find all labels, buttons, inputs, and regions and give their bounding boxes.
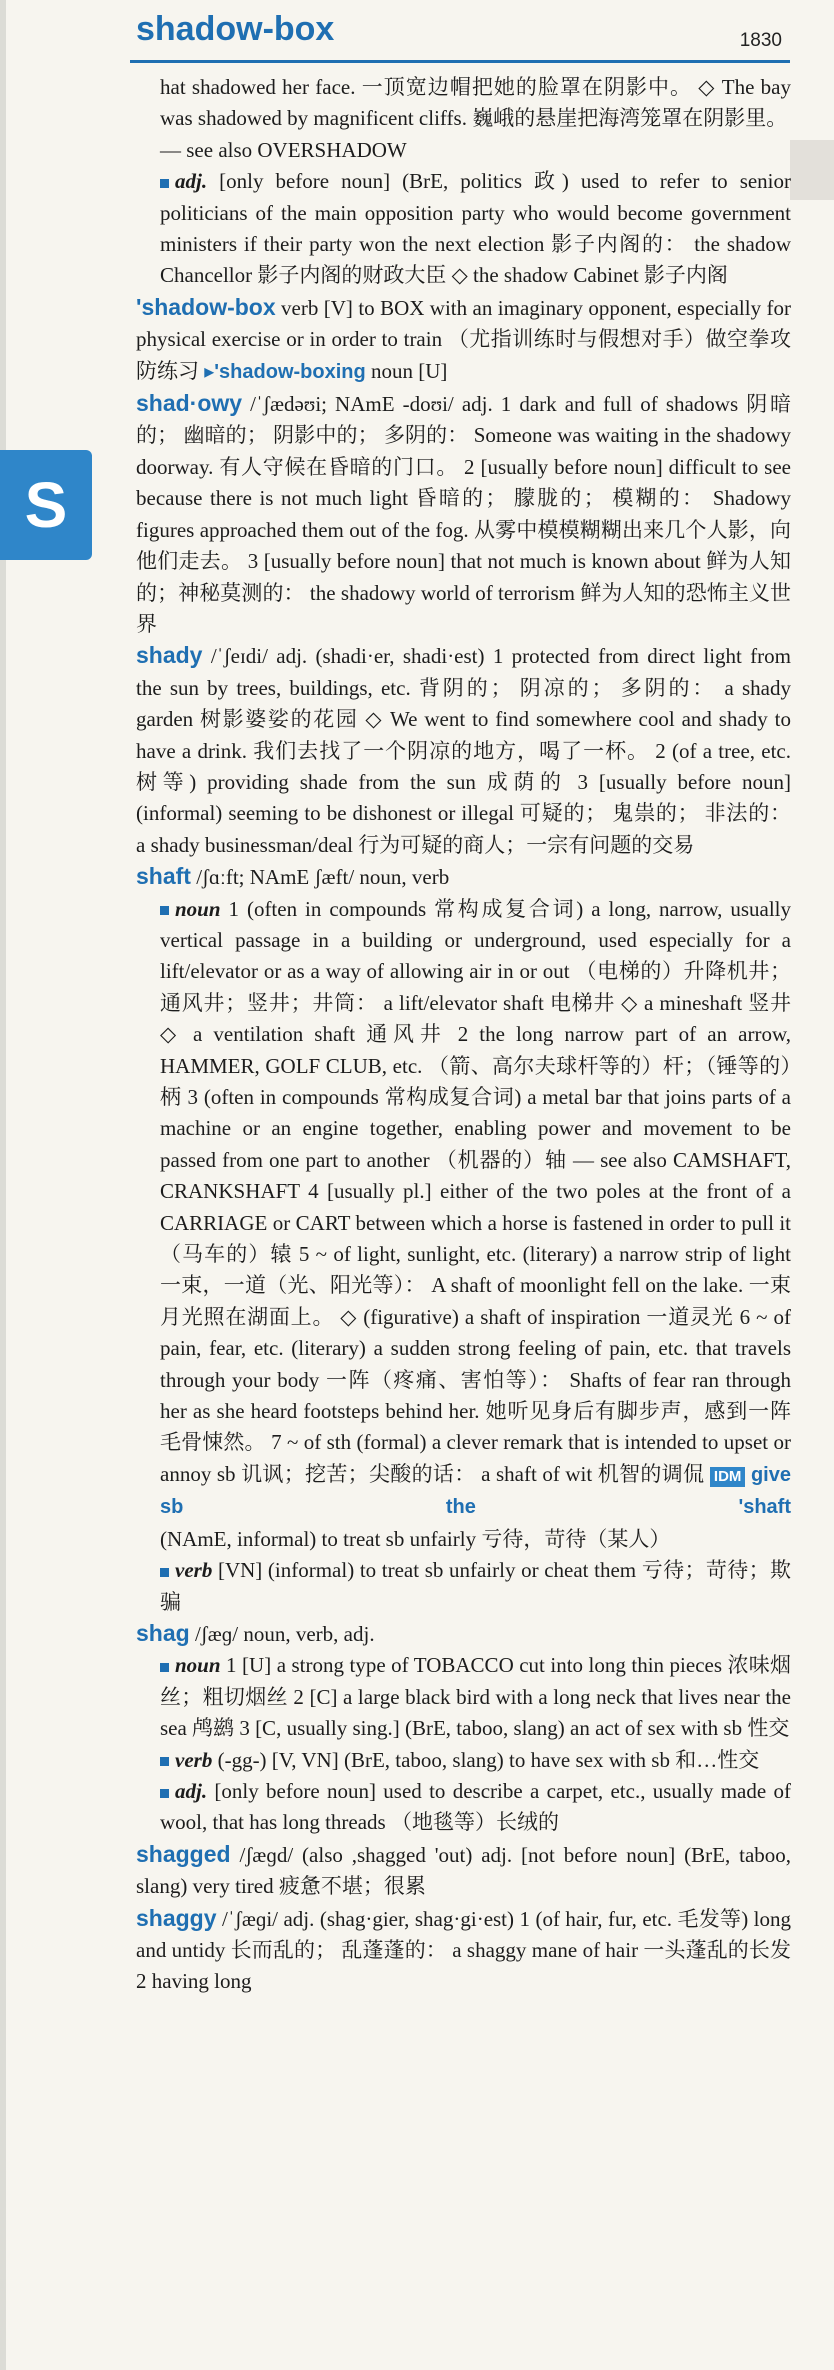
- headword[interactable]: shaggy: [136, 1904, 217, 1931]
- part-of-speech: verb: [175, 1747, 213, 1772]
- page-header: [130, 8, 790, 63]
- entry-text: 1 (often in compounds 常构成复合词) a long, narrow, usually vertical passage in a building or underground, used especially for a lift/elevator or as a way of allowing air in or out （电梯的）升降机井；通风井；竖井；井筒： a lift/elevator shaft 电梯井 ◇ a mineshaft 竖井 ◇ a ventilation shaft 通风井 2 the long narrow part of an arrow, HAMMER, GOLF CLUB, etc. （箭、高尔夫球杆等的）杆；（锤等的）柄 3 (often in compounds 常构成复合词) a metal bar that joins parts of a machine or an engine together, enabling power and movement to be passed from one part to another （机器的）轴 — see also CAMSHAFT, CRANKSHAFT 4 [usually pl.] either of the two poles at the front of a CARRIAGE or CART between which a horse is fastened in order to pull it （马车的）辕 5 ~ of light, sunlight, etc. (literary) a narrow strip of light 一束，一道（光、阳光等）： A shaft of moonlight fell on the lake. 一束月光照在湖面上。 ◇ (figurative) a shaft of inspiration 一道灵光 6 ~ of pain, fear, etc. (literary) a sudden strong feeling of pain, etc. that travels through your body 一阵（疼痛、害怕等）： Shafts of fear ran through her as she heard footsteps behind her. 她听见身后有脚步声，感到一阵毛骨悚然。 7 ~ of sth (formal) a clever remark that is intended to upset or annoy sb 讥讽；挖苦；尖酸的话： a shaft of wit 机智的调侃: [160, 896, 791, 1486]
- part-of-speech: verb: [175, 1558, 213, 1583]
- entry-text: [only before noun] (BrE, politics 政) used to refer to senior politicians of the main opposition party who would become government ministers if their party won the next election 影子内阁的： the shadow Chancellor 影子内阁的财政大臣 ◇ the shadow Cabinet 影子内阁: [160, 169, 792, 288]
- pos-marker: [160, 1757, 169, 1766]
- pos-marker: [160, 179, 169, 188]
- headword[interactable]: shad·owy: [136, 390, 243, 417]
- pos-marker: [160, 1663, 169, 1672]
- entry-shagged: [136, 1839, 791, 1903]
- entry-text: [VN] (informal) to treat sb unfairly or cheat them 亏待；苛待；欺骗: [160, 1558, 791, 1614]
- dictionary-column: [136, 72, 791, 1998]
- headword[interactable]: shaft: [136, 863, 191, 890]
- entry-shady: [136, 640, 791, 861]
- sense-shag-verb: [136, 1745, 791, 1776]
- derivative[interactable]: ▸'shadow-boxing: [204, 360, 366, 383]
- sense-shaft-verb: [136, 1555, 791, 1618]
- entry-shaggy: [136, 1903, 791, 1998]
- entry-text: /ˈʃædəʊi; NAmE -doʊi/ adj. 1 dark and full of shadows 阴暗的； 幽暗的； 阴影中的； 多阴的： Someone was waiting in the shadowy doorway. 有人守候在昏暗的门口。 2 [usually before noun] difficult to see because there is not much light 昏暗的； 朦胧的； 模糊的： Shadowy figures approached them out of the fog. 从雾中模模糊糊出来几个人影，向他们走去。 3 [usually before noun] that not much is known about 鲜为人知的；神秘莫测的： the shadowy world of terrorism 鲜为人知的恐怖主义世界: [136, 392, 791, 636]
- sense-adj: [136, 166, 791, 292]
- idiom-phrase[interactable]: give sb the 'shaft: [160, 1463, 791, 1519]
- guide-word: shadow-box: [136, 10, 335, 48]
- sense-shag-noun: [136, 1650, 791, 1744]
- part-of-speech: adj.: [175, 169, 208, 194]
- entry-text: /ʃæɡ/ noun, verb, adj.: [194, 1621, 375, 1646]
- pos-marker: [160, 1568, 169, 1577]
- entry-text: /ˈʃæɡi/ adj. (shag·gier, shag·gi·est) 1 (of hair, fur, etc. 毛发等) long and untidy 长而乱的； 乱蓬蓬的： a shaggy mane of hair 一头蓬乱的长发 2 having long: [136, 1906, 791, 1994]
- entry-text: /ˈʃeɪdi/ adj. (shadi·er, shadi·est) 1 protected from direct light from the sun by trees, buildings, etc. 背阴的； 阴凉的； 多阴的： a shady garden 树影婆娑的花园 ◇ We went to find somewhere cool and shady to have a drink. 我们去找了一个阴凉的地方，喝了一杯。 2 (of a tree, etc. 树等) providing shade from the sun 成荫的 3 [usually before noun] (informal) seeming to be dishonest or illegal 可疑的； 鬼祟的； 非法的： a shady businessman/deal 行为可疑的商人；一宗有问题的交易: [136, 644, 791, 857]
- entry-text: [only before noun] used to describe a carpet, etc., usually made of wool, that has long threads （地毯等）长绒的: [160, 1778, 791, 1835]
- part-of-speech: noun: [175, 896, 221, 921]
- entry-shadowy: [136, 388, 791, 640]
- see-also: [136, 135, 791, 166]
- pos-marker: [160, 906, 169, 915]
- entry-text: — see also OVERSHADOW: [160, 137, 407, 162]
- page-number: 1830: [739, 30, 782, 51]
- sense-shaft-noun: [136, 894, 791, 1556]
- part-of-speech: noun: [175, 1653, 221, 1678]
- headword[interactable]: shagged: [136, 1840, 231, 1867]
- headword[interactable]: shady: [136, 642, 203, 669]
- entry-shag: [136, 1618, 791, 1650]
- entry-shaft: [136, 861, 791, 893]
- idiom-badge: IDM: [710, 1467, 746, 1487]
- idiom-text: (NAmE, informal) to treat sb unfairly 亏待，苛待（某人）: [160, 1526, 671, 1551]
- entry-continuation: [136, 72, 791, 135]
- derivative-label: noun [U]: [370, 358, 448, 383]
- entry-text: verb [V] to BOX with an imaginary opponent, especially for physical exercise or in order to train （尤指训练时与假想对手）做空拳攻防练习: [136, 295, 791, 383]
- headword[interactable]: 'shadow-box: [136, 293, 276, 320]
- page-edge: [0, 0, 6, 2370]
- headword[interactable]: shag: [136, 1619, 190, 1646]
- entry-text: (-gg-) [V, VN] (BrE, taboo, slang) to have sex with sb 和…性交: [217, 1747, 760, 1772]
- entry-text: 1 [U] a strong type of TOBACCO cut into long thin pieces 浓味烟丝；粗切烟丝 2 [C] a large black bird with a long neck that lives near the sea 鸬鹚 3 [C, usually sing.] (BrE, taboo, slang) an act of sex with sb 性交: [160, 1653, 791, 1741]
- entry-text: /ʃæɡd/ (also ,shagged 'out) adj. [not before noun] (BrE, taboo, slang) very tired 疲惫不堪；很累: [136, 1842, 792, 1899]
- entry-shadow-box: [136, 292, 791, 388]
- bleed-through: [790, 140, 834, 200]
- letter-thumb-tab[interactable]: S: [0, 450, 92, 560]
- pos-marker: [160, 1789, 169, 1798]
- sense-shag-adj: [136, 1776, 791, 1839]
- entry-text: hat shadowed her face. 一顶宽边帽把她的脸罩在阴影中。 ◇ The bay was shadowed by magnificent cliffs. 巍峨的悬崖把海湾笼罩在阴影里。: [160, 75, 791, 131]
- part-of-speech: adj.: [175, 1778, 208, 1803]
- entry-text: /ʃɑːft; NAmE ʃæft/ noun, verb: [196, 865, 450, 890]
